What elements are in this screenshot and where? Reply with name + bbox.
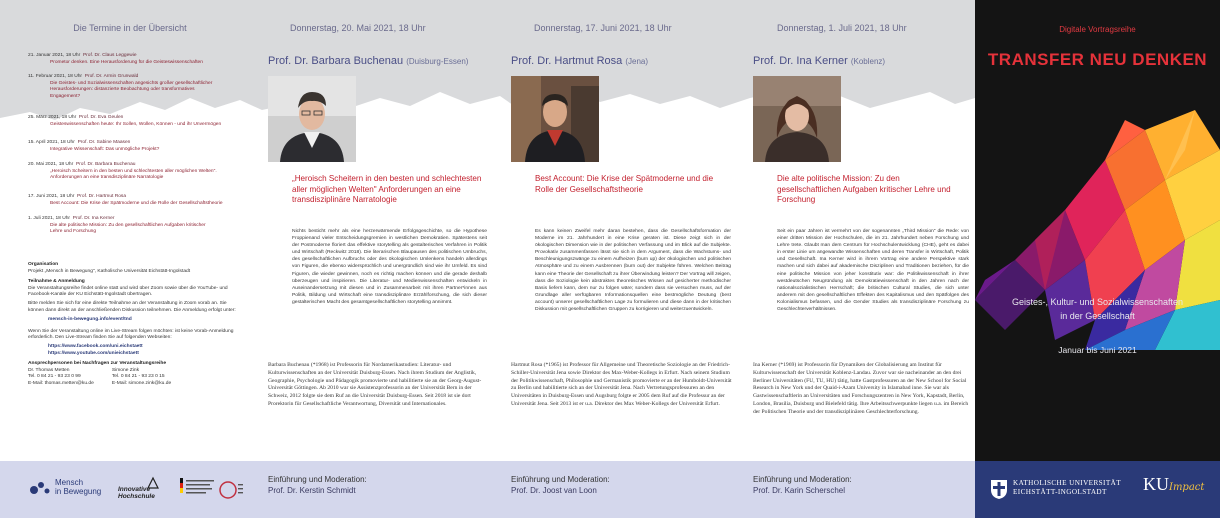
talk-speaker — [511, 55, 648, 67]
moderator-name: Prof. Dr. Kerstin Schmidt — [268, 486, 356, 495]
schedule-entry — [28, 115, 248, 128]
talk-title: Die alte politische Mission: Zu den gesellschaftlichen Aufgaben kritischer Lehre und Forschung — [777, 174, 951, 205]
speaker-name: Prof. Dr. Ina Kerner — [753, 55, 848, 67]
federal-ministry-logo — [180, 478, 216, 502]
participation-heading: Teilnahme & Anmeldung — [28, 279, 85, 285]
portrait-image — [753, 76, 841, 162]
joint-initiative-logo — [218, 480, 244, 500]
series-subtitle — [975, 295, 1220, 323]
facebook-link[interactable]: https://www.facebook.com/uni.eichstaett — [48, 343, 143, 349]
entry-date: 17. Juni 2021, 18 Uhr — [28, 194, 75, 199]
schedule-column — [0, 0, 250, 460]
entry-title: Die alte politische Mission: Zu den gesellschaftlichen Aufgaben kritischer Lehre und Forschung — [50, 222, 206, 235]
stream-text: Wenn Sie der Veranstaltung online im Live-Stream folgen möchten: ist keine Vorab-Anmeldung erforderlich. Den Live-Stream finden Sie auf folgenden Webseiten: — [28, 328, 234, 341]
entry-title: „Heroisch Scheitern in den besten und schlechtesten aller möglichen Welten". Anforderungen an eine transdisziplinäre Narratologie — [50, 168, 217, 181]
schedule-entry — [28, 140, 248, 153]
talk-date: Donnerstag, 20. Mai 2021, 18 Uhr — [290, 23, 426, 33]
schedule-entry — [28, 53, 248, 66]
schedule-entry — [28, 194, 248, 207]
moderation-label: Einführung und Moderation: — [511, 475, 610, 484]
registration-text: Bitte melden Sie sich für eine direkte Teilnahme an der Veranstaltung in Zoom vorab an. Sie können dann direkt an der anschließenden Diskussion teilnehmen. Die Anmeldung erfolgt unter: — [28, 300, 236, 313]
cover-panel — [975, 0, 1220, 518]
series-label: Digitale Vortragsreihe — [1059, 25, 1136, 34]
moderation-block — [753, 474, 852, 496]
series-period: Januar bis Juni 2021 — [1058, 345, 1137, 355]
contact-name: Simone Zink — [111, 367, 140, 373]
mib-logo-line1: Mensch — [55, 478, 84, 487]
speaker-affiliation: (Koblenz) — [850, 57, 886, 66]
ku-crest-icon — [989, 478, 1009, 500]
contact-person — [112, 368, 171, 388]
entry-date: 20. Mai 2021, 18 Uhr — [28, 162, 74, 167]
schedule-entry — [28, 74, 248, 100]
series-title: TRANSFER NEU DENKEN — [987, 50, 1208, 69]
entry-title: Best Account: Die Krise der Spätmoderne und die Rolle der Gesellschaftstheorie — [50, 200, 223, 206]
registration-link[interactable]: mensch-in-bewegung.info/event/tnd — [48, 317, 132, 323]
entry-speaker: Prof. Dr. Sabine Maasen — [77, 140, 131, 145]
entry-title: Integrative Wissenschaft: Das unmögliche Projekt? — [50, 146, 160, 152]
organisation-block — [28, 262, 243, 388]
speaker-name: Prof. Dr. Hartmut Rosa — [511, 55, 623, 67]
contact-name: Dr. Thomas Metten — [28, 367, 70, 373]
participation-text: Die Veranstaltungsreihe findet online statt und wird über Zoom sowie über die YouTube- und Facebook-Kanäle der KU Eichstätt-Ingolstadt übertragen. — [28, 285, 228, 298]
talk-abstract: Es kann keinen Zweifel mehr daran bestehen, dass die Gesellschaftsformation der Moderne im 21. Jahrhundert in eine Krise geraten ist. Diese zeigt sich in der ökologischen Dimension wie in der politischen Verfassung und im Blick auf die Subjekte. Provokativ zusammenfassen lässt sie sich in dem Argument, dass die Wachstums- und Beschleunigungszwänge zu einem Aufheizen (burn up) der ökologischen und politischen Atmosphäre und zu einem Ausbrennen (burn out) der Subjekte führen. Welchen Beitrag kann eine Theorie der Gesellschaft zu ihrer Überwindung leisten? Der Vortrag will zeigen, dass die Soziologie kein abstraktes theoretisches Wissen auf gesicherter methodischer Basis liefern kann, dem nur zu folgen wäre; sondern dass sie versuchen muss, auf der Grundlage aller verfügbaren Informationsquellen eine bestmögliche Deutung (best account) unserer gesellschaftlichen Lage zu formulieren und diese dann in der kritischen Diskussion mit gesellschaftlichen Gruppen zu korrigieren und weiterzuentwickeln. — [535, 229, 731, 313]
speaker-photo — [753, 76, 841, 162]
youtube-link[interactable]: https://www.youtube.com/unieichstaett — [48, 350, 139, 356]
mensch-in-bewegung-logo — [28, 476, 108, 502]
schedule-entry — [28, 216, 248, 236]
ku-impact-ku: KU — [1143, 474, 1169, 494]
entry-title: Die Geistes- und Sozialwissenschaften angesichts großer gesellschaftlicher Herausforderungen: distanzierte Beobachtung oder transformatives Engagement? — [50, 80, 213, 99]
schedule-heading: Die Termine in der Übersicht — [73, 23, 187, 33]
series-subtitle-line1: Geistes-, Kultur- und Sozialwissenschaften — [1011, 297, 1184, 307]
entry-date: 21. Januar 2021, 18 Uhr — [28, 53, 81, 58]
ku-impact-logo — [1143, 474, 1204, 495]
speaker-name: Prof. Dr. Barbara Buchenau — [268, 55, 404, 67]
contact-email[interactable]: E-Mail: thomas.metten@ku.de — [28, 380, 94, 386]
contact-email[interactable]: E-Mail: simone.zink@ku.de — [111, 380, 172, 386]
ku-logo-line1: KATHOLISCHE UNIVERSITÄT — [1013, 479, 1122, 487]
entry-title: Prometor denken. Eine Herausforderung für die Geisteswissenschaften — [50, 59, 203, 65]
moderator-name: Prof. Dr. Joost van Loon — [511, 486, 597, 495]
organisation-heading: Organisation — [28, 262, 59, 267]
speaker-photo — [268, 76, 356, 162]
series-subtitle-line2: in der Gesellschaft — [1060, 311, 1135, 321]
entry-date: 11. Februar 2021, 18 Uhr — [28, 74, 83, 79]
entry-speaker: Prof. Dr. Armin Grunwald — [84, 74, 139, 79]
entry-date: 15. April 2021, 18 Uhr — [28, 140, 75, 145]
talk-date: Donnerstag, 17. Juni 2021, 18 Uhr — [534, 23, 672, 33]
entry-date: 25. März 2021, 18 Uhr — [28, 115, 77, 120]
portrait-image — [268, 76, 356, 162]
talk-speaker — [268, 55, 468, 67]
contact-person — [28, 368, 94, 388]
contact-list — [28, 368, 243, 388]
innovative-hochschule-logo — [118, 476, 178, 502]
moderator-name: Prof. Dr. Karin Scherschel — [753, 486, 846, 495]
moderation-label: Einführung und Moderation: — [753, 475, 852, 484]
talk-date: Donnerstag, 1. Juli 2021, 18 Uhr — [777, 23, 907, 33]
talk-title: „Heroisch Scheitern in den besten und schlechtesten aller möglichen Welten" Anforderungen an eine transdisziplinäre Narratologie — [292, 174, 482, 205]
ku-logo-line2: EICHSTÄTT-INGOLSTADT — [1013, 488, 1107, 496]
talk-abstract: Nichts besticht mehr als eine herzerwärmende Erfolgsgeschichte, so die Hypothese Froppienand vieler Entscheidungsgremien in westlichen Demokratien. Spätestens seit der Postmoderne floriert das effektive storytelling als gestalterisches Verfahren in Politik und Wirtschaft (Reckwitz 2018). Die literarischen Blaupausen des politischen Umbruchs, des gesellschaftlichen Aufbruchs oder des ökologischen Umlenkens handeln allerdings von Figuren, die ebenso widersprüchlich und unergründlich sind wie ihr Umfeld. Es sind Figuren, die wieder gewinnen, noch es richtig machen können und die gerade deshalb überzeugen und inspirieren. Die Literatur- und Medienwissenschaften entwickeln in Auseinandersetzung mit diesen und in Zusammenarbeit mit ihren Partner*innen aus Politik, Bildung und Wirtschaft eine transdisziplinäre Erzählforschung, die sich dieser gestalterischen Macht des gesamtgesellschaftlichen storytelling annimmt. — [292, 229, 487, 305]
speaker-affiliation: (Duisburg-Essen) — [406, 57, 469, 66]
speaker-affiliation: (Jena) — [625, 57, 649, 66]
ku-impact-word: Impact — [1169, 482, 1205, 493]
entry-speaker: Prof. Dr. Ina Kerner — [72, 216, 115, 221]
schedule-entry — [28, 162, 248, 182]
entry-speaker: Prof. Dr. Claus Leggewie — [82, 53, 137, 58]
mib-logo-icon — [28, 476, 52, 500]
portrait-image — [511, 76, 599, 162]
talk-speaker — [753, 55, 885, 67]
entry-speaker: Prof. Dr. Barbara Buchenau — [75, 162, 136, 167]
moderation-block — [511, 474, 610, 496]
moderation-label: Einführung und Moderation: — [268, 475, 367, 484]
entry-title: Geisteswissenschaften heute: Ihr Sollen, Wollen, Können - und ihr Unvermögen — [50, 121, 222, 127]
organisation-text: Projekt „Mensch in Bewegung", Katholische Universität Eichstätt-Ingolstadt — [28, 268, 191, 274]
contact-heading: Ansprechpersonen bei Nachfragen zur Veranstaltungsreihe — [28, 361, 167, 367]
talk-abstract: Seit ein paar Jahren ist vermehrt von der sogenannten „Third Mission" die Rede: von einer dritten Mission der Hochschulen, die im 21. Jahrhundert neben Forschung und Lehre trete. Glaubt man dem Centrum für Hochschulentwicklung (CHE), geht es dabei in erster Linie um angewandte Wissenschaften und deren Transfer in Wirtschaft, Politik und Gesellschaft. Ina Kerner wird in ihrem Vortrag eine andere Perspektive stark machen und sich dabei auf akademische Disziplinen und Traditionen beziehen, für die eine politische Mission von jeher konstitutiv war: die Politikwissenschaft in ihrer westdeutschen Neugründung als Demokratiewissenschaft in den Jahren nach der nationalsozialistischen Herrschaft; die britischen Cultural Studies, die sich unter anderem mit den gesellschaftlichen Effekten des Kapitalismus und den Spätfolgen des Kolonialismus befassen, und die Gender Studies als transdisziplinäre Forschung zu Geschlechterverhältnissen. — [777, 229, 969, 313]
cover-footer — [975, 461, 1220, 518]
ih-logo-line1: Innovative — [118, 486, 151, 493]
talk-title: Best Account: Die Krise der Spätmoderne und die Rolle der Gesellschaftstheorie — [535, 174, 714, 194]
ih-logo-line2: Hochschule — [118, 493, 155, 500]
contact-phone: Tel. 0 84 21 - 93 23 0 99 — [28, 374, 81, 380]
mib-logo-line2: in Bewegung — [55, 487, 102, 496]
speaker-bio: Ina Kerner (*1969) ist Professorin für Dynamiken der Globalisierung am Institut für Kulturwissenschaft der Universität Koblenz-Landau. Zuvor war sie nacheinander an den drei Berliner Universitäten (FU, TU, HU) tätig, hatte Gastprofessuren an der New School for Social Research in New York und der Quaid-i-Azam University in Islamabad inne. Sie war als Gastwissenschaftlerin an Universitäten und Forschungszentren in New York, Kapstadt, Berlin, London, Brasilia, Duisburg und Bielefeld tätig. Ihre Arbeitsschwerpunkte liegen u.a. im Bereich der Politischen Theorie und der transdisziplinären Geschlechterforschung. — [753, 362, 969, 415]
entry-date: 1. Juli 2021, 18 Uhr — [28, 216, 71, 221]
speaker-photo — [511, 76, 599, 162]
speaker-bio: Hartmut Rosa (*1965) ist Professor für Allgemeine und Theoretische Soziologie an der Friedrich-Schiller-Universität Jena sowie Direktor des Max-Weber-Kollegs in Erfurt. Nach seinem Studium der Politikwissenschaft, Philosophie und Germanistik promovierte er an der Humboldt-Universität zu Berlin und habilitierte sich an der Universität Jena. Nach Vertretungsprofessuren an den Universitäten in Duisburg-Essen und Augsburg folgte er 2005 dem Ruf auf die Professur an der Universität Jena. Seit 2013 ist er u.a. Direktor des Max Weber-Kollegs der Universität Erfurt. — [511, 362, 732, 407]
ku-logo-text — [1013, 479, 1121, 497]
entry-speaker: Prof. Dr. Eva Geulen — [78, 115, 124, 120]
moderation-block — [268, 474, 367, 496]
entry-speaker: Prof. Dr. Hartmut Rosa — [77, 194, 127, 199]
speaker-bio: Barbara Buchenau (*1968) ist Professorin für Nordamerikastudien: Literatur- und Kulturwissenschaften an der Universität Duisburg-Essen. Nach ihrem Studium der Anglistik, Geographie, Psychologie und Pädagogik promovierte und habilitierte sie an der Georg-August-Universität Göttingen. Ab 2010 war sie Assistenzprofessorin an der Universität Bern in der Schweiz, 2012 folgte sie dem Ruf an die Universität Duisburg-Essen. Seit 2018 ist sie dort Prorektorin für Gesellschaftliche Verantwortung, Diversität und Internationales. — [268, 362, 482, 407]
contact-phone: Tel. 0 84 21 - 93 23 0 15 — [111, 374, 165, 380]
